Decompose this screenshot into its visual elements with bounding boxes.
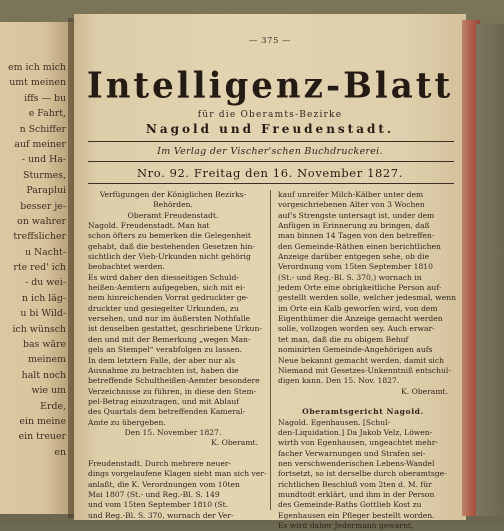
text-line: des Gemeinde-Raths Gottlieb Kost zu bbox=[278, 500, 422, 510]
text-line: Verfügungen der Königlichen Bezirks- bbox=[99, 190, 247, 199]
text-line: druckter und gesiegelter Urkunden, zu bbox=[88, 303, 239, 313]
text-line: anlaßt, die K. Verordnungen vom 10ten bbox=[88, 479, 240, 489]
text-line: gestellt werden solle, welcher jedesmal, wenn bbox=[278, 293, 457, 303]
text-line: - du wei- bbox=[25, 277, 66, 289]
text-line: Verzeichnisse zu führen, in diese den Stem- bbox=[88, 386, 257, 396]
text-line: wie um bbox=[31, 385, 66, 397]
text-line: iffs — bu bbox=[24, 92, 66, 104]
text-line: meinem bbox=[28, 354, 66, 366]
text-line: e Fahrt, bbox=[28, 108, 66, 120]
text-line: - und Ha- bbox=[21, 154, 66, 166]
text-line: Nagold. Egenhausen. [Schul- bbox=[278, 417, 391, 427]
text-line: em ich mich bbox=[8, 62, 66, 73]
text-line: fortsetzt, so ist derselbe durch oberamtsge- bbox=[278, 469, 447, 479]
text-line: Den 15. November 1827. bbox=[124, 427, 222, 437]
text-line: solle, vollzogen worden sey. Auch erwar- bbox=[278, 324, 435, 334]
text-line: richtlichen Beschluß vom 2ten d. M. für bbox=[278, 479, 432, 489]
text-line: en bbox=[54, 446, 66, 458]
text-line: dings vorgelaufene Klagen sieht man sich ver- bbox=[88, 469, 267, 479]
text-line: Anfügen in Erinnerung zu bringen, daß bbox=[278, 221, 430, 231]
text-line: gels an Stempel“ verabfolgen zu lassen. bbox=[88, 345, 243, 355]
text-line: umt meinen bbox=[9, 77, 66, 89]
facing-page-text bbox=[0, 60, 72, 460]
text-line: wirth von Egenhausen, ungeachtet mehr- bbox=[278, 438, 438, 448]
text-line: heißen-Aemtern aufgegeben, sich mit ei- bbox=[88, 283, 245, 293]
text-line: n Schiffer bbox=[19, 123, 66, 135]
text-column-left bbox=[88, 190, 267, 521]
text-line: auf meiner bbox=[14, 138, 66, 150]
text-line: gehabt, daß die bestehenden Gesetzen hin- bbox=[88, 241, 255, 251]
text-line bbox=[88, 449, 258, 459]
text-line: nominirten Gemeinde-Angehörigen aufs bbox=[278, 345, 433, 355]
text-line: Behörden. bbox=[153, 200, 193, 210]
publisher-line: Im Verlag der Vischer'schen Buchdruckerei. bbox=[157, 146, 383, 157]
text-line: Oberamt Freudenstadt. bbox=[127, 210, 219, 220]
newspaper-page bbox=[74, 14, 466, 530]
text-line: rte red' ich bbox=[13, 262, 66, 274]
header-rule-middle bbox=[88, 161, 454, 162]
text-line: besser je- bbox=[20, 200, 66, 212]
text-column-right bbox=[278, 190, 457, 531]
header-rule-bottom bbox=[88, 183, 454, 184]
issue-line: Nro. 92. Freitag den 16. November 1827. bbox=[136, 166, 403, 180]
text-line: Sturmes, bbox=[23, 169, 66, 181]
text-line: und vom 15ten September 1810 (St. bbox=[88, 500, 229, 510]
text-line: Ausnahme zu betrachten ist, haben die bbox=[88, 365, 239, 375]
text-line: u Nacht- bbox=[24, 246, 66, 258]
text-line: Es wird daher Jedermann gewarnt, bbox=[278, 521, 414, 530]
text-line: bas wäre bbox=[22, 339, 66, 351]
text-line: Niemand mit Gesetzes-Unkenntniß entschul- bbox=[278, 365, 451, 375]
masthead-title: Intelligenz-Blatt bbox=[86, 65, 454, 107]
header-rule-top bbox=[88, 141, 454, 142]
text-line: halt noch bbox=[21, 369, 66, 381]
text-line: nen verschwenderischen Lebens-Wandel bbox=[278, 458, 435, 468]
text-line: ich wünsch bbox=[12, 323, 66, 335]
text-line: jedem Orte eine obrigkeitliche Person auf- bbox=[278, 283, 442, 293]
text-line: Nagold. Freudenstadt. Man hat bbox=[88, 221, 210, 231]
masthead-cities: Nagold und Freudenstadt. bbox=[145, 122, 395, 136]
text-line: pel-Betrag einzutragen, und mit Ablauf bbox=[88, 396, 240, 406]
book-cover-edge bbox=[476, 24, 504, 516]
text-line: und Reg.-Bl. S. 370, wornach der Ver- bbox=[88, 510, 234, 520]
text-line: versehen, und nur im äußersten Nothfalle bbox=[88, 314, 251, 324]
text-line: K. Oberamt. bbox=[401, 386, 448, 396]
text-line: Paraplui bbox=[26, 185, 66, 197]
text-line: digen kann. Den 15. Nov. 1827. bbox=[278, 376, 400, 386]
text-line: Verordnung vom 15ten September 1810 bbox=[278, 262, 433, 272]
text-line: Mai 1807 (St.- und Reg.-Bl. S. 149 bbox=[88, 489, 220, 499]
text-line: den und mit der Bemerkung „wegen Man- bbox=[88, 334, 251, 344]
text-line: facher Verwarnungen und Strafen sei- bbox=[278, 448, 426, 458]
text-line: schon öfters zu bemerken die Gelegenheit bbox=[88, 231, 251, 241]
text-line: Egenhausen ein Pfleger bestellt worden. bbox=[278, 510, 435, 520]
text-line: vorgeschriebenen Alter von 3 Wochen bbox=[278, 200, 425, 210]
masthead-subtitle: für die Oberamts-Bezirke bbox=[197, 110, 343, 120]
text-line: den-Liquidation.] Da Jakob Velz, Löwen- bbox=[278, 427, 433, 437]
text-line: den Gemeinde-Räthen einen berichtlichen bbox=[278, 241, 441, 251]
text-line: im Orte ein Kalb geworfen wird, von dem bbox=[278, 303, 438, 313]
text-line: ein meine bbox=[19, 415, 66, 427]
text-line bbox=[278, 397, 448, 407]
column-divider bbox=[270, 190, 271, 510]
text-line: Amte zu übergeben. bbox=[88, 417, 166, 427]
text-line: Es wird daher den diesseitigen Schuld- bbox=[88, 272, 239, 282]
text-line: auf's Strengste untersagt ist, under dem bbox=[278, 210, 435, 220]
text-line: mundtodt erklärt, und ihm in der Person bbox=[278, 489, 435, 499]
text-line: Neue bekannt gemacht werden, damit sich bbox=[278, 355, 445, 365]
text-line: Freudenstadt. Durch mehrere neuer- bbox=[88, 458, 232, 468]
text-line: man binnen 14 Tagen von den betreffen- bbox=[278, 231, 435, 241]
text-line: (St.- und Reg.-Bl. S. 370,) wornach in bbox=[278, 272, 422, 282]
text-line: nem hinreichenden Vorrat gedruckter ge- bbox=[88, 293, 249, 303]
text-line: ein treuer bbox=[18, 431, 66, 443]
text-line: Oberamtsgericht Nagold. bbox=[302, 407, 424, 417]
text-line: beobachtet werden. bbox=[88, 262, 165, 272]
text-line: sichtlich der Vieh-Urkunden nicht gehörig bbox=[88, 252, 251, 262]
facing-page-left bbox=[0, 22, 74, 514]
text-line: Anzeige darüber entgegen sehe, ob die bbox=[278, 252, 430, 262]
text-line: ist denselben gestattet, geschriebene Urkun- bbox=[88, 324, 262, 334]
text-line: K. Oberamt. bbox=[211, 438, 258, 448]
text-line: on wahrer bbox=[17, 215, 66, 227]
text-line: kauf unreifer Milch-Kälber unter dem bbox=[278, 190, 424, 199]
text-line: u bi Wild- bbox=[20, 308, 66, 320]
text-line: betreffende Schultheißen-Aemter besondere bbox=[88, 376, 260, 386]
text-line: n ich läg- bbox=[21, 292, 66, 304]
text-line: Eigenthümer die Anzeige gemacht werden bbox=[278, 314, 443, 324]
text-line: treffslicher bbox=[13, 231, 66, 243]
text-line: tet man, daß die zu obigem Behuf bbox=[278, 334, 409, 344]
text-line: In dem letztern Falle, der aber nur als bbox=[88, 355, 236, 365]
text-line: Erde, bbox=[40, 400, 66, 412]
text-line: des Quartals dem betreffenden Kameral- bbox=[88, 407, 246, 417]
page-number: — 375 — bbox=[248, 36, 292, 46]
